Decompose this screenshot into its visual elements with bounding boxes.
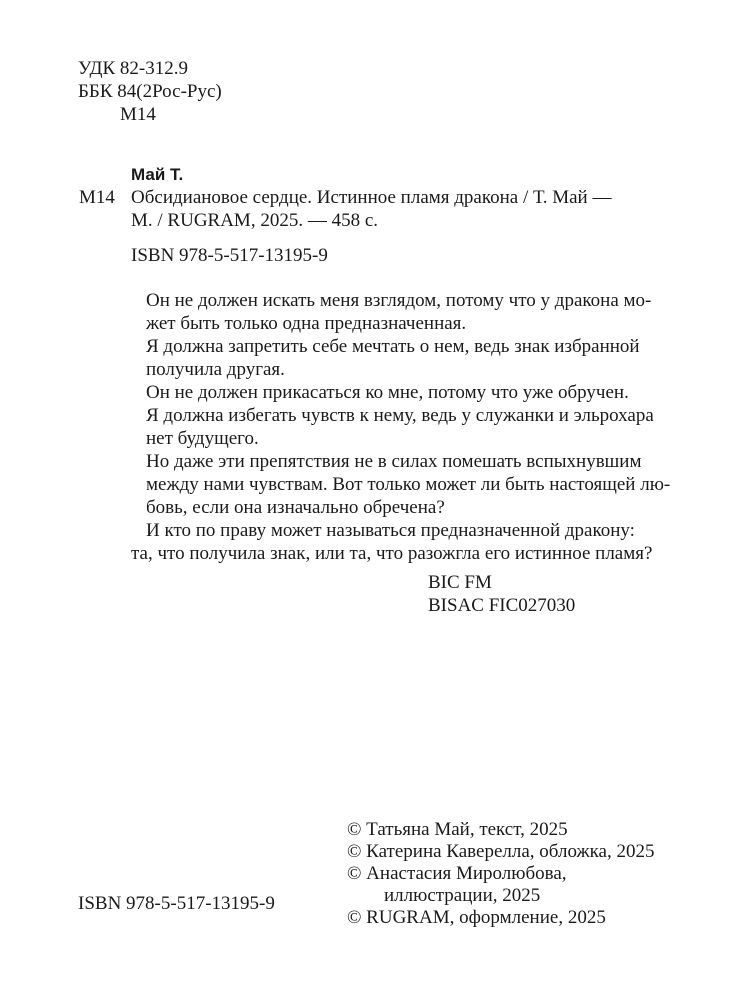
annotation-line: бовь, если она изначально обречена? bbox=[146, 497, 445, 518]
annotation-line: та, что получила знак, или та, что разожгла его истинное пламя? bbox=[131, 543, 653, 564]
annotation bbox=[131, 289, 671, 565]
udk-code: УДК 82-312.9 bbox=[78, 58, 188, 79]
book-title-line-1: Обсидиановое сердце. Истинное пламя дракона / Т. Май — bbox=[131, 187, 612, 208]
author-mark-side: М14 bbox=[79, 187, 115, 208]
annotation-paragraph bbox=[131, 404, 654, 450]
annotation-line: Он не должен прикасаться ко мне, потому что уже обручен. bbox=[146, 382, 629, 403]
bbk-code: ББК 84(2Рос-Рус) bbox=[78, 81, 222, 102]
annotation-line: жет быть только одна предназначенная. bbox=[146, 313, 467, 334]
annotation-line: Но даже эти препятствия не в силах помешать вспыхнувшим bbox=[146, 451, 642, 472]
bic-code: BIC FM bbox=[428, 572, 492, 593]
copyright-illustrations-cont: иллюстрации, 2025 bbox=[384, 885, 541, 906]
annotation-paragraph bbox=[131, 289, 652, 335]
annotation-paragraph bbox=[131, 519, 653, 565]
annotation-line: Я должна избегать чувств к нему, ведь у служанки и эльрохара bbox=[146, 405, 654, 426]
annotation-line: нет будущего. bbox=[146, 428, 259, 449]
isbn-primary: ISBN 978-5-517-13195-9 bbox=[131, 245, 328, 266]
copyright-text: © Татьяна Май, текст, 2025 bbox=[347, 819, 568, 840]
annotation-line: Он не должен искать меня взглядом, потому что у дракона мо- bbox=[146, 290, 652, 311]
copyright-illustrations: © Анастасия Миролюбова, bbox=[347, 863, 567, 884]
annotation-line: И кто по праву может называться предназначенной дракону: bbox=[146, 520, 635, 541]
annotation-paragraph bbox=[131, 381, 629, 404]
copyright-cover: © Катерина Каверелла, обложка, 2025 bbox=[347, 841, 655, 862]
annotation-line: получила другая. bbox=[146, 359, 285, 380]
author-mark-top: М14 bbox=[120, 104, 156, 125]
annotation-line: Я должна запретить себе мечтать о нем, ведь знак избранной bbox=[146, 336, 640, 357]
copyright-design: © RUGRAM, оформление, 2025 bbox=[347, 907, 606, 928]
annotation-paragraph bbox=[131, 450, 671, 519]
annotation-line: между нами чувствам. Вот только может ли быть настоящей лю- bbox=[146, 474, 671, 495]
author-name: Май Т. bbox=[131, 165, 184, 184]
bisac-code: BISAC FIC027030 bbox=[428, 595, 576, 616]
annotation-paragraph bbox=[131, 335, 640, 381]
book-title-line-2: М. / RUGRAM, 2025. — 458 с. bbox=[131, 210, 379, 231]
isbn-footer: ISBN 978-5-517-13195-9 bbox=[78, 893, 275, 914]
copyright-block bbox=[347, 819, 655, 929]
